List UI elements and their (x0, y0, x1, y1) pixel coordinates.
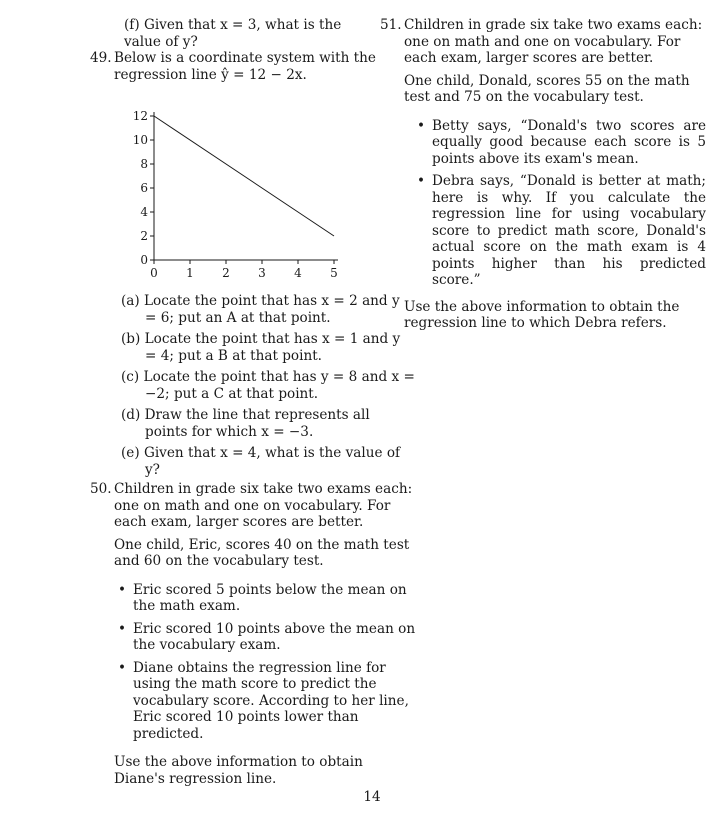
y-tick-label: 8 (140, 157, 148, 171)
question-51 (380, 17, 706, 332)
bullet-item: • Debra says, “Donald is better at math; here is why. If you calculate the regression line for using vocabulary score to predict math score, Donald's actual score on the math exam is 4 points higher than his predicted score.” (413, 173, 706, 289)
chart-ticks (133, 109, 338, 280)
part-a: (a) Locate the point that has x = 2 and y = 6; put an A at that point. (121, 293, 400, 326)
question-50-child: One child, Eric, scores 40 on the math test and 60 on the vocabulary test. (114, 536, 410, 569)
question-51-number: 51. (380, 17, 402, 33)
question-49-number: 49. (90, 50, 112, 66)
part-d: (d) Draw the line that represents all points for which x = −3. (121, 407, 370, 440)
question-49-text: Below is a coordinate system with the regression line ŷ = 12 − 2x. (114, 50, 376, 83)
question-50-intro: Children in grade six take two exams each: one on math and one on vocabulary. For each exam, larger scores are better. (114, 481, 413, 530)
question-49-parts (121, 293, 415, 483)
question-51-intro: Children in grade six take two exams each: one on math and one on vocabulary. For each exam, larger scores are better. (404, 17, 703, 66)
question-51-bullets (413, 118, 706, 289)
question-50 (90, 481, 416, 787)
x-tick-label: 2 (222, 266, 230, 280)
chart-series (154, 116, 334, 236)
y-tick-label: 12 (132, 109, 148, 123)
regression-chart (118, 106, 358, 286)
question-51-child: One child, Donald, scores 55 on the math test and 75 on the vocabulary test. (404, 72, 690, 105)
part-e: (e) Given that x = 4, what is the value of y? (121, 445, 401, 478)
x-tick-label: 4 (294, 266, 302, 280)
x-tick-label: 3 (258, 266, 266, 280)
question-50-closing: Use the above information to obtain Diane's regression line. (114, 754, 363, 787)
part-b: (b) Locate the point that has x = 1 and y = 4; put a B at that point. (121, 331, 401, 364)
bullet-item: • Betty says, “Donald's two scores are equally good because each score is 5 points above its exam's mean. (413, 118, 706, 168)
x-tick-label: 1 (186, 266, 194, 280)
question-50-number: 50. (90, 481, 112, 497)
question-50-bullets (114, 582, 416, 743)
bullet-item: • Diane obtains the regression line for using the math score to predict the vocabulary score. According to her line, Eric scored 10 points lower than predicted. (114, 660, 416, 743)
x-tick-label: 0 (150, 266, 158, 280)
y-tick-label: 0 (140, 253, 148, 267)
item-f: (f) Given that x = 3, what is the value of y? (124, 17, 342, 50)
y-tick-label: 4 (140, 205, 148, 219)
part-c: (c) Locate the point that has y = 8 and x = −2; put a C at that point. (121, 369, 415, 402)
y-tick-label: 2 (140, 229, 148, 243)
question-49 (90, 50, 410, 83)
page-number: 14 (363, 789, 381, 805)
x-tick-label: 5 (330, 266, 338, 280)
bullet-item: • Eric scored 10 points above the mean on the vocabulary exam. (114, 621, 416, 654)
y-tick-label: 6 (140, 181, 148, 195)
question-51-closing: Use the above information to obtain the regression line to which Debra refers. (404, 298, 680, 331)
y-tick-label: 10 (132, 133, 148, 147)
bullet-item: • Eric scored 5 points below the mean on the math exam. (114, 582, 416, 615)
regression-line (154, 116, 334, 236)
